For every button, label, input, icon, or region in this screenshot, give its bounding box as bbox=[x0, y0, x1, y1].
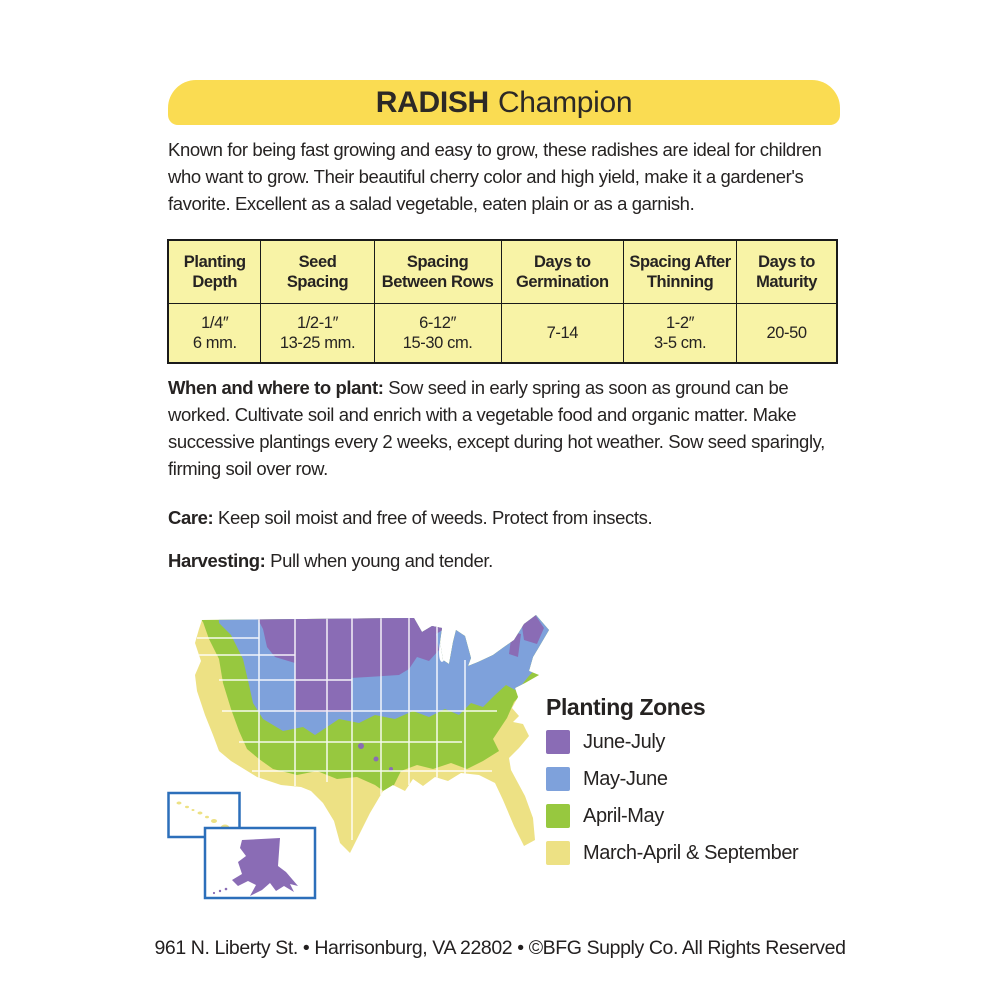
aleutian-island bbox=[225, 888, 228, 891]
legend-swatch-march-april-september bbox=[546, 841, 570, 865]
variety-banner bbox=[168, 80, 840, 125]
planting-zones-map bbox=[162, 600, 582, 910]
table-value-cell: 6-12″ 15-30 cm. bbox=[374, 304, 501, 364]
harvesting-label: Harvesting: bbox=[168, 550, 266, 571]
when-where-label: When and where to plant: bbox=[168, 377, 384, 398]
care-section bbox=[168, 504, 840, 531]
legend-item bbox=[546, 841, 856, 865]
legend-swatch-may-june bbox=[546, 767, 570, 791]
table-header-cell: Seed Spacing bbox=[261, 240, 374, 304]
harvesting-section bbox=[168, 547, 840, 574]
table-header-cell: Spacing After Thinning bbox=[624, 240, 737, 304]
legend-label: June-July bbox=[583, 730, 665, 753]
table-header-cell: Planting Depth bbox=[168, 240, 261, 304]
growing-info-table bbox=[167, 239, 838, 364]
zone-june-july-speck bbox=[374, 757, 379, 762]
table-value-cell: 7-14 bbox=[501, 304, 623, 364]
legend-swatch-april-may bbox=[546, 804, 570, 828]
aleutian-island bbox=[213, 892, 215, 894]
legend-item bbox=[546, 804, 856, 828]
us-map-graphic bbox=[162, 600, 582, 910]
variety-name: RADISH bbox=[375, 85, 489, 119]
table-value-cell: 1/2-1″ 13-25 mm. bbox=[261, 304, 374, 364]
table-value-cell: 1/4″ 6 mm. bbox=[168, 304, 261, 364]
care-label: Care: bbox=[168, 507, 214, 528]
description-text: Known for being fast growing and easy to grow, these radishes are ideal for children who want to grow. Their beautiful cherry color and high yield, make it a gardener's favorite. Excellent as a salad vegetable, eaten plain or as a garnish. bbox=[168, 139, 822, 214]
alaska-inset bbox=[205, 828, 315, 898]
legend-swatch-june-july bbox=[546, 730, 570, 754]
legend-item bbox=[546, 767, 856, 791]
legend-item bbox=[546, 730, 856, 754]
footer-address: 961 N. Liberty St. • Harrisonburg, VA 22802 • ©BFG Supply Co. All Rights Reserved bbox=[154, 937, 846, 959]
variety-subname: Champion bbox=[497, 85, 633, 119]
harvesting-text: Pull when young and tender. bbox=[265, 550, 493, 571]
table-header-cell: Days to Germination bbox=[501, 240, 623, 304]
planting-zones-legend bbox=[546, 694, 856, 865]
legend-label: May-June bbox=[583, 767, 668, 790]
table-value-cell: 20-50 bbox=[737, 304, 837, 364]
when-where-text: Sow seed in early spring as soon as ground can be worked. Cultivate soil and enrich with a vegetable food and organic matter. Make successive plantings every 2 weeks, except during hot weather. Sow seed sparingly, firming soil over row. bbox=[168, 377, 825, 479]
table-header-row bbox=[168, 240, 837, 304]
aleutian-island bbox=[219, 890, 221, 892]
table-header-cell: Spacing Between Rows bbox=[374, 240, 501, 304]
zone-june-july-speck bbox=[358, 743, 364, 749]
legend-title: Planting Zones bbox=[546, 694, 706, 720]
legend-label: April-May bbox=[583, 804, 664, 827]
when-where-section bbox=[168, 374, 840, 482]
table-value-cell: 1-2″ 3-5 cm. bbox=[624, 304, 737, 364]
care-text: Keep soil moist and free of weeds. Protect from insects. bbox=[213, 507, 653, 528]
table-header-cell: Days to Maturity bbox=[737, 240, 837, 304]
table-value-row bbox=[168, 304, 837, 364]
legend-label: March-April & September bbox=[583, 841, 799, 864]
